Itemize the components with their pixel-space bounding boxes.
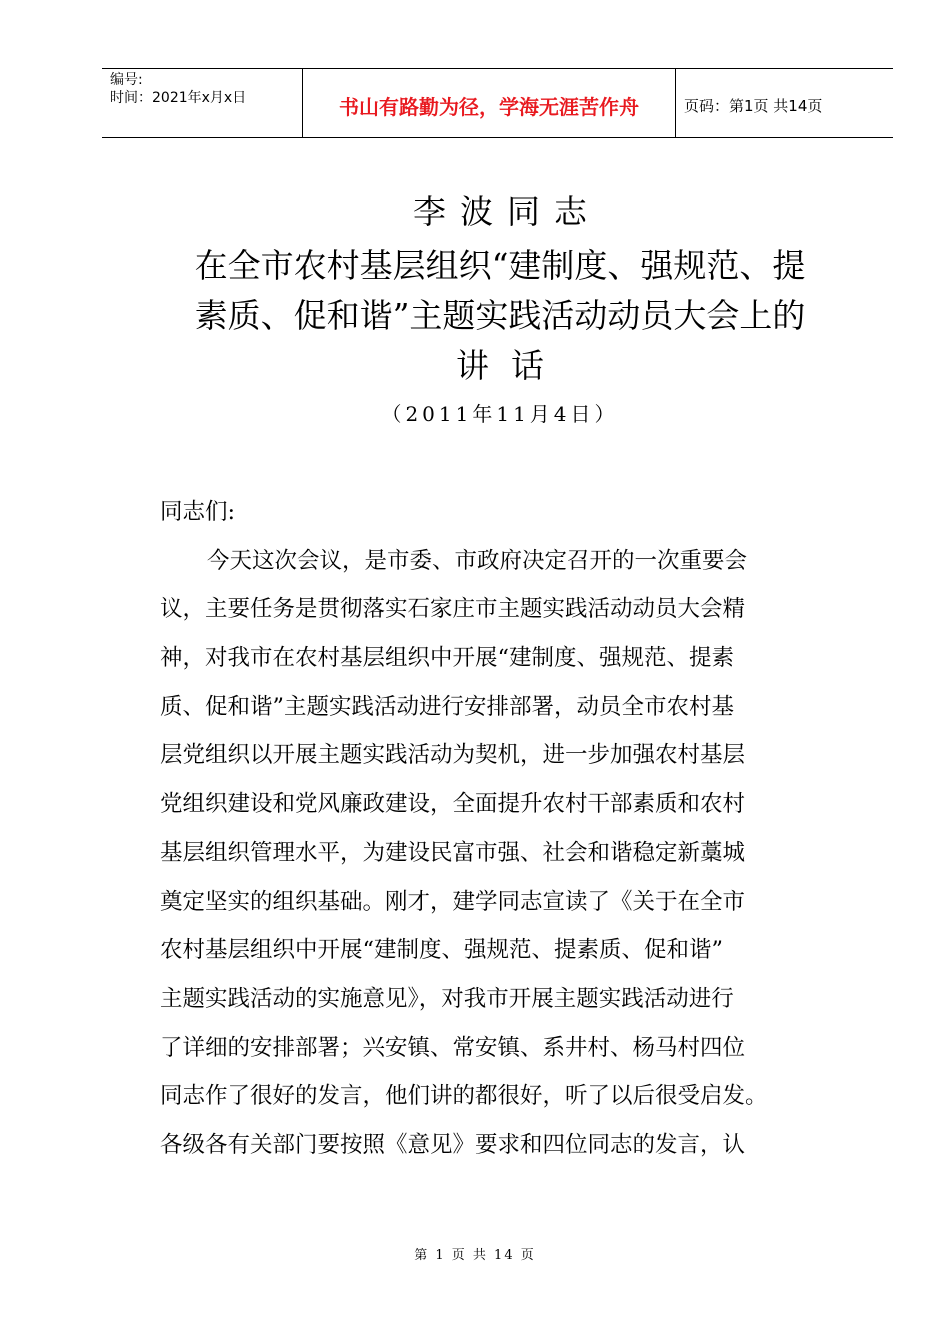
- body-line: 主题实践活动的实施意见》，对我市开展主题实践活动进行: [160, 985, 734, 1012]
- title-line-3: 素质、促和谐”主题实践活动动员大会上的: [194, 296, 806, 335]
- body-line: 奠定坚实的组织基础。刚才，建学同志宣读了《关于在全市: [160, 888, 746, 915]
- body-line: 今天这次会议，是市委、市政府决定召开的一次重要会: [207, 547, 748, 574]
- speaker-name: 李波同志: [413, 192, 601, 231]
- document-body: [160, 488, 850, 1170]
- title-line-2: 在全市农村基层组织“建制度、强规范、提: [194, 246, 806, 285]
- title-line-4: 讲话: [456, 346, 566, 385]
- body-line: 党组织建设和党风廉政建设，全面提升农村干部素质和农村: [160, 791, 746, 818]
- header-page-info: 页码：第1页 共14页: [684, 96, 823, 115]
- body-line: 质、促和谐”主题实践活动进行安排部署，动员全市农村基: [160, 693, 735, 720]
- body-line: 农村基层组织中开展“建制度、强规范、提素质、促和谐”: [160, 937, 724, 964]
- body-line: 各级各有关部门要按照《意见》要求和四位同志的发言，认: [160, 1131, 746, 1158]
- body-line: 同志作了很好的发言，他们讲的都很好，听了以后很受启发。: [160, 1083, 768, 1110]
- body-line: 了详细的安排部署；兴安镇、常安镇、系井村、杨马村四位: [160, 1034, 746, 1061]
- header-slogan: 书山有路勤为径，学海无涯苦作舟: [303, 69, 676, 137]
- time-label: 时间：2021年x月x日: [110, 90, 247, 106]
- page-footer: 第 1 页 共 14 页: [414, 1248, 536, 1263]
- body-line: 层党组织以开展主题实践活动为契机，进一步加强农村基层: [160, 742, 746, 769]
- document-header: [102, 68, 893, 138]
- header-meta: [102, 69, 303, 137]
- salutation: 同志们:: [160, 499, 236, 525]
- body-line: 议，主要任务是贯彻落实石家庄市主题实践活动动员大会精: [160, 596, 746, 623]
- number-label: 编号:: [110, 72, 143, 88]
- body-line: 基层组织管理水平，为建设民富市强、社会和谐稳定新藁城: [160, 839, 746, 866]
- speech-date: （2011年11月4日）: [381, 402, 619, 426]
- body-line: 神，对我市在农村基层组织中开展“建制度、强规范、提素: [160, 645, 735, 672]
